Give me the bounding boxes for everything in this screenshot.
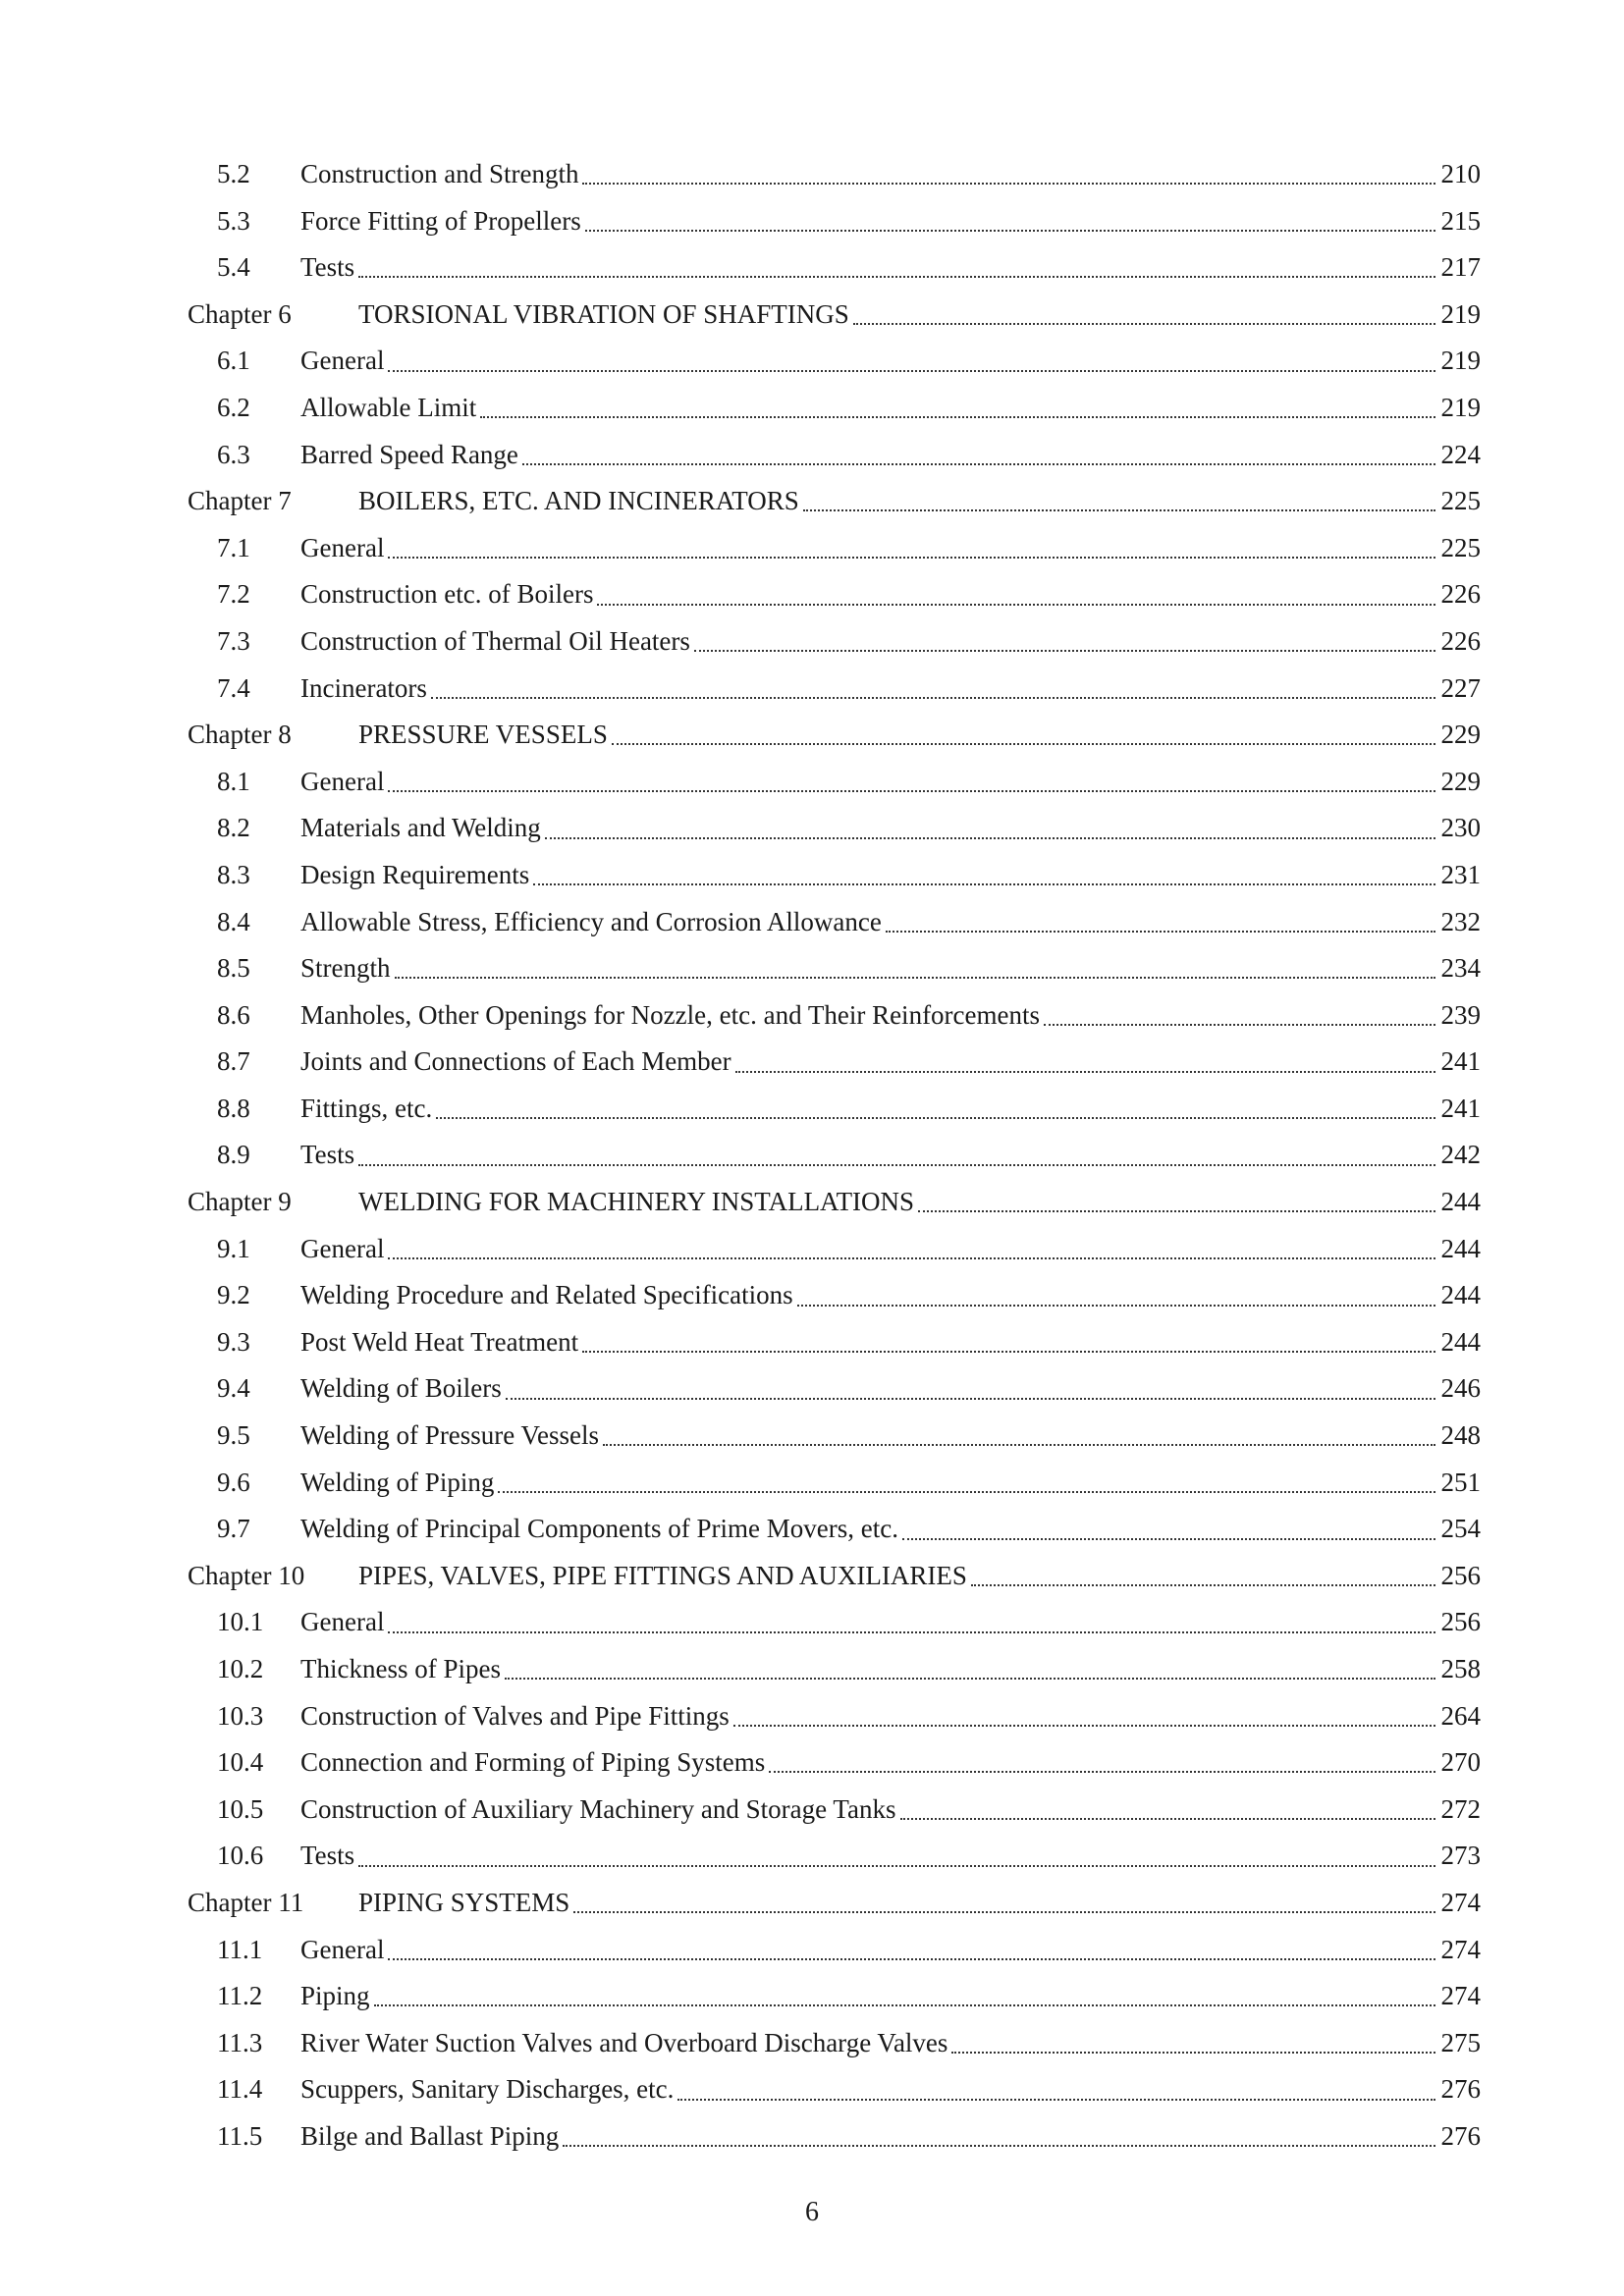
toc-entry-page: 274 xyxy=(1440,1887,1481,1917)
toc-entry-page: 244 xyxy=(1440,1233,1481,1263)
dot-leader xyxy=(395,955,1436,982)
toc-entry-page: 242 xyxy=(1440,1140,1481,1170)
toc-entry-page: 244 xyxy=(1440,1187,1481,1217)
toc-entry-page: 234 xyxy=(1440,953,1481,984)
toc-entry-body xyxy=(300,571,1481,618)
toc-entry-title: General xyxy=(300,346,385,376)
toc-section-entry[interactable] xyxy=(0,805,1624,852)
toc-entry-number: Chapter 11 xyxy=(188,1887,304,1917)
dot-leader xyxy=(582,161,1435,187)
toc-entry-body xyxy=(358,1880,1481,1927)
toc-entry-body xyxy=(300,1319,1481,1366)
toc-entry-title: Thickness of Pipes xyxy=(300,1654,501,1683)
toc-entry-title: PRESSURE VESSELS xyxy=(358,720,608,750)
toc-entry-body xyxy=(300,2020,1481,2067)
dot-leader xyxy=(733,1703,1435,1730)
toc-section-entry[interactable] xyxy=(0,1646,1624,1693)
toc-section-entry[interactable] xyxy=(0,759,1624,806)
toc-entry-title: PIPING SYSTEMS xyxy=(358,1887,570,1917)
toc-entry-number: 8.7 xyxy=(217,1046,250,1077)
toc-entry-number: 5.3 xyxy=(217,205,250,236)
toc-section-entry[interactable] xyxy=(0,385,1624,432)
toc-entry-page: 248 xyxy=(1440,1420,1481,1451)
toc-entry-title: General xyxy=(300,1233,385,1263)
toc-section-entry[interactable] xyxy=(0,1039,1624,1086)
toc-entry-title: Construction of Valves and Pipe Fittings xyxy=(300,1700,730,1731)
toc-entry-page: 227 xyxy=(1440,672,1481,703)
dot-leader xyxy=(971,1563,1435,1589)
toc-entry-body xyxy=(300,1739,1481,1787)
dot-leader xyxy=(436,1095,1435,1122)
toc-entry-page: 256 xyxy=(1440,1560,1481,1590)
toc-entry-title: Welding of Piping xyxy=(300,1467,495,1497)
toc-entry-title: WELDING FOR MACHINERY INSTALLATIONS xyxy=(358,1187,915,1217)
toc-entry-body xyxy=(358,1179,1481,1226)
toc-chapter-entry[interactable] xyxy=(0,1553,1624,1600)
dot-leader xyxy=(694,628,1435,655)
toc-entry-page: 229 xyxy=(1440,766,1481,796)
toc-entry-number: 10.3 xyxy=(217,1700,264,1731)
toc-entry-title: Allowable Limit xyxy=(300,392,477,422)
toc-entry-body xyxy=(300,198,1481,245)
toc-entry-body xyxy=(300,1039,1481,1086)
toc-entry-page: 254 xyxy=(1440,1514,1481,1544)
toc-entry-number: 8.6 xyxy=(217,999,250,1030)
toc-entry-number: 9.4 xyxy=(217,1373,250,1404)
dot-leader xyxy=(498,1469,1435,1496)
toc-entry-number: 7.1 xyxy=(217,532,250,562)
toc-section-entry[interactable] xyxy=(0,992,1624,1040)
toc-entry-number: 8.9 xyxy=(217,1140,250,1170)
dot-leader xyxy=(769,1749,1435,1776)
dot-leader xyxy=(388,535,1435,561)
dot-leader xyxy=(677,2077,1435,2104)
table-of-contents xyxy=(0,151,1624,2161)
toc-entry-number: 8.1 xyxy=(217,766,250,796)
toc-entry-number: 8.4 xyxy=(217,906,250,936)
toc-entry-body xyxy=(300,432,1481,479)
toc-chapter-entry[interactable] xyxy=(0,1179,1624,1226)
toc-section-entry[interactable] xyxy=(0,1413,1624,1460)
toc-section-entry[interactable] xyxy=(0,338,1624,385)
toc-entry-title: Tests xyxy=(300,1841,355,1871)
toc-entry-page: 276 xyxy=(1440,2074,1481,2105)
toc-entry-number: 8.5 xyxy=(217,953,250,984)
toc-entry-body xyxy=(300,945,1481,992)
toc-entry-page: 274 xyxy=(1440,1981,1481,2011)
toc-section-entry[interactable] xyxy=(0,198,1624,245)
toc-entry-number: 7.2 xyxy=(217,579,250,610)
toc-entry-body xyxy=(300,1365,1481,1413)
toc-entry-body xyxy=(300,338,1481,385)
toc-entry-title: Construction of Auxiliary Machinery and Storage Tanks xyxy=(300,1793,896,1824)
toc-entry-body xyxy=(300,1272,1481,1319)
toc-entry-number: 9.5 xyxy=(217,1420,250,1451)
toc-entry-number: 11.2 xyxy=(217,1981,263,2011)
toc-section-entry[interactable] xyxy=(0,525,1624,572)
toc-entry-number: Chapter 9 xyxy=(188,1187,292,1217)
toc-entry-title: Piping xyxy=(300,1981,370,2011)
toc-section-entry[interactable] xyxy=(0,1973,1624,2020)
dot-leader xyxy=(603,1422,1435,1449)
toc-section-entry[interactable] xyxy=(0,1272,1624,1319)
toc-entry-body xyxy=(300,1973,1481,2020)
toc-entry-page: 239 xyxy=(1440,999,1481,1030)
toc-entry-page: 272 xyxy=(1440,1793,1481,1824)
toc-entry-body xyxy=(300,1927,1481,1974)
toc-entry-title: Welding of Boilers xyxy=(300,1373,502,1404)
toc-entry-body xyxy=(300,852,1481,899)
toc-section-entry[interactable] xyxy=(0,1833,1624,1880)
toc-section-entry[interactable] xyxy=(0,1787,1624,1834)
toc-section-entry[interactable] xyxy=(0,1506,1624,1553)
toc-entry-title: Construction and Strength xyxy=(300,159,579,188)
dot-leader xyxy=(388,348,1435,375)
dot-leader xyxy=(388,1937,1435,1963)
toc-entry-body xyxy=(300,1226,1481,1273)
toc-entry-number: 9.1 xyxy=(217,1233,250,1263)
toc-entry-number: 11.4 xyxy=(217,2074,263,2105)
toc-entry-title: Tests xyxy=(300,252,355,283)
toc-entry-page: 229 xyxy=(1440,720,1481,750)
toc-section-entry[interactable] xyxy=(0,1693,1624,1740)
toc-section-entry[interactable] xyxy=(0,2113,1624,2161)
dot-leader xyxy=(1044,1002,1435,1029)
toc-entry-number: 7.3 xyxy=(217,625,250,656)
toc-entry-title: Construction etc. of Boilers xyxy=(300,579,594,610)
toc-section-entry[interactable] xyxy=(0,151,1624,198)
toc-section-entry[interactable] xyxy=(0,1739,1624,1787)
toc-entry-page: 215 xyxy=(1440,205,1481,236)
toc-entry-title: Design Requirements xyxy=(300,859,530,889)
dot-leader xyxy=(918,1189,1435,1215)
toc-entry-title: Bilge and Ballast Piping xyxy=(300,2120,560,2151)
toc-entry-number: 11.3 xyxy=(217,2027,263,2057)
toc-entry-body xyxy=(300,1086,1481,1133)
toc-entry-number: 10.2 xyxy=(217,1654,264,1683)
toc-section-entry[interactable] xyxy=(0,571,1624,618)
toc-entry-number: 10.1 xyxy=(217,1607,264,1637)
dot-leader xyxy=(612,721,1435,748)
dot-leader xyxy=(597,582,1435,609)
toc-entry-body xyxy=(300,1646,1481,1693)
toc-entry-title: Connection and Forming of Piping Systems xyxy=(300,1747,766,1778)
toc-section-entry[interactable] xyxy=(0,1599,1624,1646)
toc-entry-title: Manholes, Other Openings for Nozzle, etc. and Their Reinforcements xyxy=(300,999,1041,1030)
toc-entry-title: General xyxy=(300,766,385,796)
toc-chapter-entry[interactable] xyxy=(0,1880,1624,1927)
dot-leader xyxy=(388,769,1435,795)
toc-entry-title: Fittings, etc. xyxy=(300,1093,433,1123)
toc-entry-body xyxy=(300,385,1481,432)
toc-section-entry[interactable] xyxy=(0,666,1624,713)
toc-entry-page: 244 xyxy=(1440,1326,1481,1357)
toc-entry-page: 270 xyxy=(1440,1747,1481,1778)
dot-leader xyxy=(545,816,1435,842)
toc-entry-page: 246 xyxy=(1440,1373,1481,1404)
toc-section-entry[interactable] xyxy=(0,1319,1624,1366)
toc-entry-title: Welding of Principal Components of Prime Movers, etc. xyxy=(300,1514,898,1544)
toc-entry-page: 232 xyxy=(1440,906,1481,936)
toc-section-entry[interactable] xyxy=(0,852,1624,899)
toc-entry-number: Chapter 7 xyxy=(188,486,292,516)
toc-entry-body xyxy=(300,151,1481,198)
toc-section-entry[interactable] xyxy=(0,1460,1624,1507)
toc-section-entry[interactable] xyxy=(0,899,1624,946)
toc-entry-body xyxy=(300,1506,1481,1553)
dot-leader xyxy=(480,395,1435,421)
toc-chapter-entry[interactable] xyxy=(0,712,1624,759)
toc-entry-page: 275 xyxy=(1440,2027,1481,2057)
toc-entry-body xyxy=(300,2066,1481,2113)
toc-entry-body xyxy=(300,1460,1481,1507)
toc-entry-body xyxy=(300,805,1481,852)
dot-leader xyxy=(358,254,1435,281)
toc-entry-body xyxy=(300,666,1481,713)
toc-entry-page: 225 xyxy=(1440,532,1481,562)
toc-entry-title: Welding Procedure and Related Specifications xyxy=(300,1280,793,1310)
dot-leader xyxy=(506,1376,1435,1403)
toc-entry-number: Chapter 8 xyxy=(188,720,292,750)
toc-entry-body xyxy=(300,992,1481,1040)
toc-entry-body xyxy=(358,1553,1481,1600)
toc-entry-title: Force Fitting of Propellers xyxy=(300,205,581,236)
toc-section-entry[interactable] xyxy=(0,1226,1624,1273)
toc-entry-body xyxy=(300,759,1481,806)
toc-entry-title: BOILERS, ETC. AND INCINERATORS xyxy=(358,486,799,516)
toc-entry-body xyxy=(300,1833,1481,1880)
toc-entry-number: 10.5 xyxy=(217,1793,264,1824)
toc-entry-body xyxy=(300,2113,1481,2161)
toc-entry-number: 6.3 xyxy=(217,439,250,469)
toc-entry-title: Allowable Stress, Efficiency and Corrosion Allowance xyxy=(300,906,882,936)
toc-entry-page: 219 xyxy=(1440,346,1481,376)
toc-section-entry[interactable] xyxy=(0,1365,1624,1413)
toc-entry-title: Barred Speed Range xyxy=(300,439,518,469)
toc-entry-title: General xyxy=(300,532,385,562)
dot-leader xyxy=(803,488,1435,514)
toc-entry-title: Materials and Welding xyxy=(300,813,541,843)
toc-entry-body xyxy=(300,1132,1481,1179)
toc-entry-body xyxy=(300,899,1481,946)
toc-entry-page: 264 xyxy=(1440,1700,1481,1731)
toc-entry-number: Chapter 10 xyxy=(188,1560,305,1590)
toc-entry-number: 11.5 xyxy=(217,2120,263,2151)
toc-entry-page: 241 xyxy=(1440,1093,1481,1123)
dot-leader xyxy=(735,1049,1435,1076)
toc-entry-number: 9.2 xyxy=(217,1280,250,1310)
toc-entry-body xyxy=(300,525,1481,572)
toc-entry-title: TORSIONAL VIBRATION OF SHAFTINGS xyxy=(358,298,849,329)
toc-entry-title: PIPES, VALVES, PIPE FITTINGS AND AUXILIARIES xyxy=(358,1560,967,1590)
toc-entry-body xyxy=(300,1599,1481,1646)
dot-leader xyxy=(585,208,1435,235)
dot-leader xyxy=(522,442,1435,468)
dot-leader xyxy=(533,862,1435,888)
toc-entry-number: 5.4 xyxy=(217,252,250,283)
toc-entry-title: Joints and Connections of Each Member xyxy=(300,1046,731,1077)
toc-entry-page: 241 xyxy=(1440,1046,1481,1077)
toc-entry-title: Welding of Pressure Vessels xyxy=(300,1420,600,1451)
dot-leader xyxy=(900,1796,1436,1823)
dot-leader xyxy=(358,1143,1435,1169)
toc-section-entry[interactable] xyxy=(0,2020,1624,2067)
toc-entry-body xyxy=(358,478,1481,525)
toc-entry-title: Scuppers, Sanitary Discharges, etc. xyxy=(300,2074,675,2105)
toc-section-entry[interactable] xyxy=(0,1086,1624,1133)
dot-leader xyxy=(358,1843,1435,1870)
toc-section-entry[interactable] xyxy=(0,618,1624,666)
toc-entry-page: 230 xyxy=(1440,813,1481,843)
toc-entry-number: 10.6 xyxy=(217,1841,264,1871)
toc-entry-page: 219 xyxy=(1440,392,1481,422)
toc-entry-page: 231 xyxy=(1440,859,1481,889)
toc-entry-title: River Water Suction Valves and Overboard Discharge Valves xyxy=(300,2027,948,2057)
toc-section-entry[interactable] xyxy=(0,2066,1624,2113)
toc-entry-body xyxy=(358,292,1481,339)
dot-leader xyxy=(797,1283,1435,1309)
toc-entry-number: 6.2 xyxy=(217,392,250,422)
toc-entry-body xyxy=(358,712,1481,759)
dot-leader xyxy=(582,1329,1435,1356)
toc-entry-body xyxy=(300,1787,1481,1834)
dot-leader xyxy=(388,1610,1435,1636)
dot-leader xyxy=(431,675,1435,702)
toc-entry-page: 251 xyxy=(1440,1467,1481,1497)
toc-entry-title: Post Weld Heat Treatment xyxy=(300,1326,579,1357)
toc-entry-number: 11.1 xyxy=(217,1934,263,1964)
toc-section-entry[interactable] xyxy=(0,1927,1624,1974)
toc-entry-number: 9.6 xyxy=(217,1467,250,1497)
toc-entry-page: 258 xyxy=(1440,1654,1481,1683)
dot-leader xyxy=(886,909,1435,935)
toc-entry-number: 5.2 xyxy=(217,159,250,188)
toc-entry-page: 274 xyxy=(1440,1934,1481,1964)
toc-entry-number: Chapter 6 xyxy=(188,298,292,329)
toc-entry-title: Construction of Thermal Oil Heaters xyxy=(300,625,690,656)
toc-entry-number: 9.3 xyxy=(217,1326,250,1357)
toc-entry-body xyxy=(300,1413,1481,1460)
toc-entry-page: 219 xyxy=(1440,298,1481,329)
toc-entry-number: 8.8 xyxy=(217,1093,250,1123)
toc-entry-page: 226 xyxy=(1440,579,1481,610)
toc-entry-body xyxy=(300,244,1481,292)
dot-leader xyxy=(853,301,1435,328)
toc-entry-page: 244 xyxy=(1440,1280,1481,1310)
page-number: 6 xyxy=(805,2197,819,2227)
toc-chapter-entry[interactable] xyxy=(0,292,1624,339)
toc-entry-title: General xyxy=(300,1934,385,1964)
toc-entry-number: 10.4 xyxy=(217,1747,264,1778)
dot-leader xyxy=(951,2030,1435,2056)
toc-section-entry[interactable] xyxy=(0,244,1624,292)
toc-entry-title: Strength xyxy=(300,953,391,984)
toc-entry-page: 225 xyxy=(1440,486,1481,516)
toc-entry-page: 217 xyxy=(1440,252,1481,283)
dot-leader xyxy=(902,1517,1435,1543)
dot-leader xyxy=(505,1656,1435,1682)
dot-leader xyxy=(573,1890,1435,1916)
toc-chapter-entry[interactable] xyxy=(0,478,1624,525)
toc-section-entry[interactable] xyxy=(0,432,1624,479)
toc-entry-number: 6.1 xyxy=(217,346,250,376)
toc-entry-body xyxy=(300,1693,1481,1740)
toc-entry-page: 276 xyxy=(1440,2120,1481,2151)
toc-entry-title: General xyxy=(300,1607,385,1637)
dot-leader xyxy=(563,2123,1435,2150)
toc-entry-title: Tests xyxy=(300,1140,355,1170)
toc-entry-page: 273 xyxy=(1440,1841,1481,1871)
toc-section-entry[interactable] xyxy=(0,945,1624,992)
toc-entry-page: 224 xyxy=(1440,439,1481,469)
dot-leader xyxy=(388,1236,1435,1262)
toc-entry-page: 226 xyxy=(1440,625,1481,656)
toc-entry-number: 9.7 xyxy=(217,1514,250,1544)
toc-entry-number: 8.3 xyxy=(217,859,250,889)
toc-entry-number: 8.2 xyxy=(217,813,250,843)
toc-section-entry[interactable] xyxy=(0,1132,1624,1179)
toc-entry-body xyxy=(300,618,1481,666)
toc-entry-page: 210 xyxy=(1440,159,1481,188)
toc-entry-title: Incinerators xyxy=(300,672,427,703)
toc-entry-number: 7.4 xyxy=(217,672,250,703)
toc-entry-page: 256 xyxy=(1440,1607,1481,1637)
dot-leader xyxy=(374,1983,1435,2009)
